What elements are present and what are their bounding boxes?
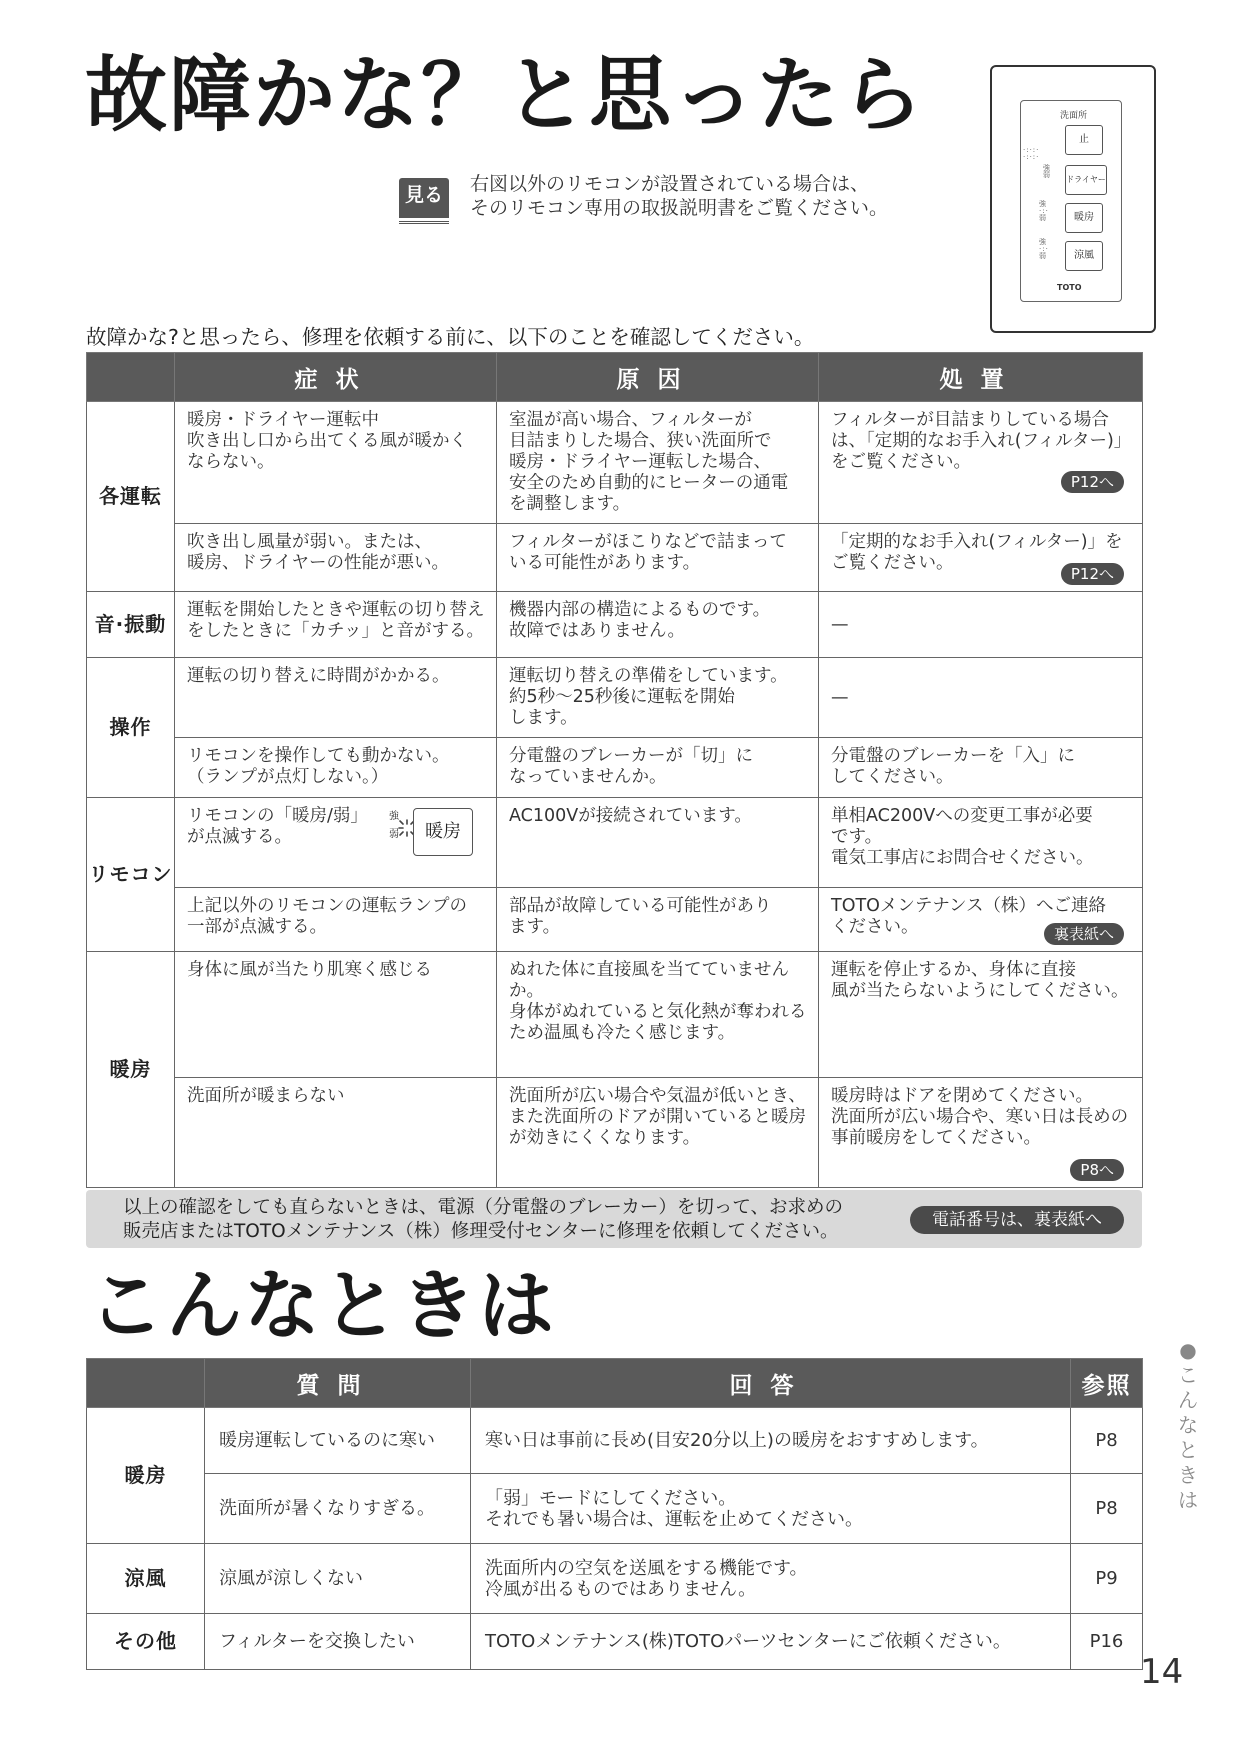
- category-label: 涼風: [87, 1544, 205, 1614]
- cause-text: ぬれた体に直接風を当てていませんか。 身体がぬれていると気化熱が奪われる ため温風も冷たく感じます。: [509, 960, 807, 1043]
- see-badge: 見る: [399, 178, 449, 218]
- cause-text: AC100Vが接続されています。: [509, 806, 752, 826]
- answer-text: 洗面所内の空気を送風をする機能です。 冷風が出るものではありません。: [471, 1544, 1071, 1614]
- header-reference: 参照: [1071, 1359, 1143, 1408]
- answer-text: 「弱」モードにしてください。 それでも暑い場合は、運転を止めてください。: [471, 1474, 1071, 1544]
- remote-heat-button[interactable]: 暖房: [1065, 203, 1103, 233]
- cause-text: 機器内部の構造によるものです。 故障ではありません。: [509, 600, 771, 641]
- strong-label: 強: [389, 811, 399, 822]
- remote-dryer-level: 強 弱: [1043, 164, 1051, 179]
- category-label: 暖房: [87, 1408, 205, 1544]
- remote-cool-button[interactable]: 涼風: [1065, 241, 1103, 271]
- intro-text: 故障かな?と思ったら、修理を依頼する前に、以下のことを確認してください。: [86, 325, 815, 349]
- category-label: 各運転: [87, 402, 175, 592]
- weak-label: 弱: [389, 829, 399, 840]
- symptom-text: 上記以外のリモコンの運転ランプの 一部が点滅する。: [187, 896, 467, 937]
- action-text: 「定期的なお手入れ(フィルター)」を ご覧ください。: [831, 532, 1123, 573]
- cause-text: 洗面所が広い場合や気温が低いとき、 また洗面所のドアが開いていると暖房 が効きにくくなります。: [509, 1086, 806, 1148]
- category-label: 音·振動: [87, 592, 175, 658]
- table-row: [87, 1408, 1143, 1474]
- question-text: 洗面所が暑くなりすぎる。: [205, 1474, 471, 1544]
- header-question: 質問: [205, 1359, 471, 1408]
- action-text: 暖房時はドアを閉めてください。 洗面所が広い場合や、寒い日は長めの 事前暖房をしてください。: [831, 1086, 1129, 1148]
- blinking-heat-icon: [383, 800, 483, 856]
- remote-lamp-dots: ·:·:· ·:·:·: [1023, 146, 1040, 161]
- remote-dryer-button[interactable]: ドライヤー: [1065, 165, 1107, 195]
- symptom-text: 洗面所が暖まらない: [187, 1086, 345, 1106]
- page-ref-link[interactable]: P12へ: [1061, 471, 1124, 493]
- header-symptom: 症状: [175, 353, 497, 402]
- remote-stop-button[interactable]: 止: [1065, 125, 1103, 155]
- section-title: こんなときは: [88, 1261, 556, 1350]
- table-row: [87, 952, 1143, 1078]
- cause-text: 運転切り替えの準備をしています。 約5秒～25秒後に運転を開始 します。: [509, 666, 788, 728]
- question-text: 涼風が涼しくない: [205, 1544, 471, 1614]
- category-label: 暖房: [87, 952, 175, 1188]
- page-ref-link[interactable]: P12へ: [1061, 563, 1124, 585]
- action-text: TOTOメンテナンス（株）へご連絡 ください。: [831, 896, 1107, 937]
- symptom-text: 暖房・ドライヤー運転中 吹き出し口から出てくる風が暖かく ならない。: [187, 410, 467, 472]
- reference-page[interactable]: P9: [1071, 1544, 1143, 1614]
- question-text: フィルターを交換したい: [205, 1614, 471, 1670]
- table-row: [87, 402, 1143, 524]
- table-row: [87, 798, 1143, 888]
- cause-text: 室温が高い場合、フィルターが 目詰まりした場合、狭い洗面所で 暖房・ドライヤー運転した場合、 安全のため自動的にヒーターの通電 を調整します。: [509, 410, 789, 514]
- reference-page[interactable]: P16: [1071, 1614, 1143, 1670]
- remote-panel: [1020, 100, 1122, 302]
- action-text: フィルターが目詰まりしている場合 は、「定期的なお手入れ(フィルター)」 をご覧ください。: [831, 410, 1132, 472]
- remote-cool-level: 強 ·:· 弱: [1039, 238, 1049, 260]
- table-row: [87, 738, 1143, 798]
- header-answer: 回答: [471, 1359, 1071, 1408]
- page-ref-link[interactable]: P8へ: [1070, 1159, 1124, 1181]
- faq-table: [86, 1358, 1143, 1670]
- repair-note-text: 以上の確認をしても直らないときは、電源（分電盤のブレーカー）を切って、お求めの 販売店またはTOTOメンテナンス（株）修理受付センターに修理を依頼してください。: [123, 1197, 844, 1242]
- remote-brand: TOTO: [1057, 283, 1082, 292]
- side-index-tab[interactable]: [1176, 1338, 1200, 1513]
- symptom-text: 吹き出し風量が弱い。または、 暖房、ドライヤーの性能が悪い。: [187, 532, 449, 573]
- cause-text: 部品が故障している可能性があり ます。: [509, 896, 772, 937]
- table-row: [87, 592, 1143, 658]
- phone-number-link[interactable]: 電話番号は、裏表紙へ: [910, 1206, 1124, 1234]
- header-corner: [87, 353, 175, 402]
- table-row: [87, 1544, 1143, 1614]
- side-tab-label: こんなときは: [1178, 1363, 1198, 1512]
- answer-text: TOTOメンテナンス(株)TOTOパーツセンターにご依頼ください。: [471, 1614, 1071, 1670]
- table-row: [87, 1474, 1143, 1544]
- symptom-text: リモコンの「暖房/弱」 が点滅する。: [187, 806, 368, 847]
- symptom-text: 身体に風が当たり肌寒く感じる: [187, 960, 432, 980]
- header-action: 処置: [819, 353, 1143, 402]
- header-corner: [87, 1359, 205, 1408]
- trouble-table: [86, 352, 1143, 1188]
- page-title: 故障かな？と思ったら: [85, 48, 926, 143]
- category-label: 操作: [87, 658, 175, 798]
- category-label: その他: [87, 1614, 205, 1670]
- header-cause: 原因: [497, 353, 819, 402]
- remote-note: 右図以外のリモコンが設置されている場合は、 そのリモコン専用の取扱説明書をご覧ください。: [470, 173, 889, 219]
- reference-page[interactable]: P8: [1071, 1408, 1143, 1474]
- category-label: リモコン: [87, 798, 175, 952]
- cause-text: 分電盤のブレーカーが「切」に なっていませんか。: [509, 746, 753, 787]
- table-row: [87, 888, 1143, 952]
- remote-header: 洗面所: [1060, 111, 1088, 121]
- question-text: 暖房運転しているのに寒い: [205, 1408, 471, 1474]
- action-text: —: [831, 615, 849, 635]
- remote-heat-level: 強 ·:· 弱: [1039, 200, 1049, 222]
- table-row: [87, 1614, 1143, 1670]
- table-row: [87, 1078, 1143, 1188]
- answer-text: 寒い日は事前に長め(目安20分以上)の暖房をおすすめします。: [471, 1408, 1071, 1474]
- cause-text: フィルターがほこりなどで詰まって いる可能性があります。: [509, 532, 787, 573]
- heat-button-illustration: 暖房: [413, 808, 473, 856]
- table-row: [87, 658, 1143, 738]
- page-number: 14: [1140, 1652, 1184, 1692]
- symptom-text: 運転を開始したときや運転の切り替え をしたときに「カチッ」と音がする。: [187, 600, 485, 641]
- table-row: [87, 524, 1143, 592]
- reference-page[interactable]: P8: [1071, 1474, 1143, 1544]
- symptom-text: 運転の切り替えに時間がかかる。: [187, 666, 450, 686]
- action-text: 単相AC200Vへの変更工事が必要 です。 電気工事店にお問合せください。: [831, 806, 1094, 868]
- symptom-text: リモコンを操作しても動かない。 （ランプが点灯しない。）: [187, 746, 450, 787]
- action-text: 分電盤のブレーカーを「入」に してください。: [831, 746, 1075, 787]
- bullet-icon: ●: [1179, 1338, 1197, 1362]
- page-ref-link[interactable]: 裏表紙へ: [1044, 923, 1124, 945]
- action-text: —: [831, 688, 849, 708]
- action-text: 運転を停止するか、身体に直接 風が当たらないようにしてください。: [831, 960, 1129, 1001]
